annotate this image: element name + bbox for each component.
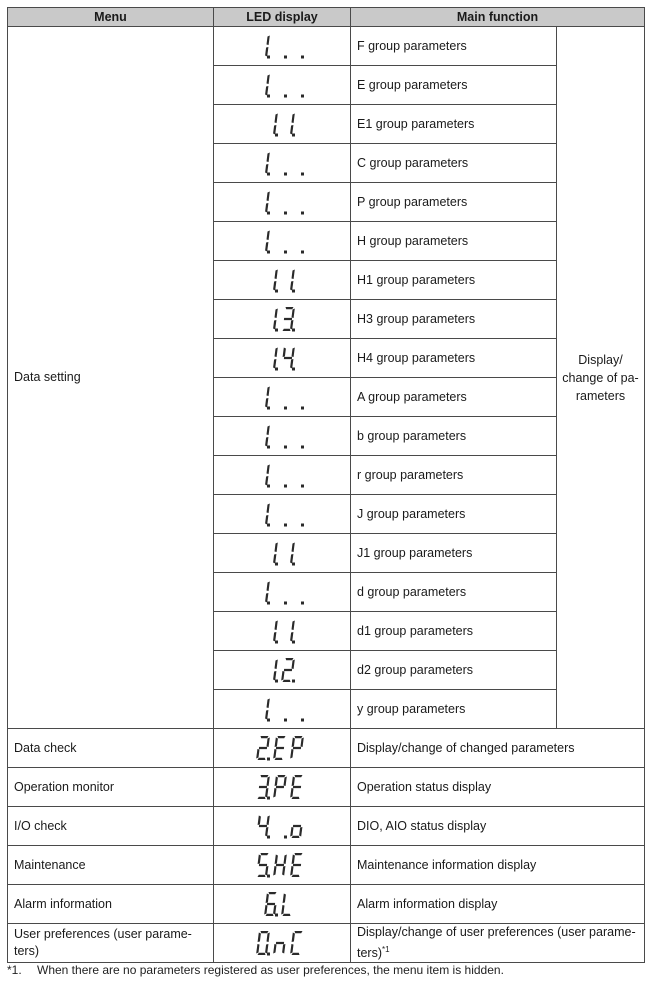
led-segment bbox=[284, 318, 292, 320]
menu-cell: Operation monitor bbox=[8, 768, 214, 807]
led-segment bbox=[273, 281, 276, 291]
led-segment bbox=[273, 320, 276, 330]
led-segment bbox=[265, 710, 268, 720]
function-cell: d2 group parameters bbox=[351, 651, 557, 690]
function-cell: Operation status display bbox=[351, 768, 645, 807]
led-decimal-point bbox=[284, 251, 287, 254]
led-segment bbox=[273, 905, 276, 915]
function-cell: b group parameters bbox=[351, 417, 557, 456]
led-segment bbox=[291, 777, 294, 787]
led-segment bbox=[283, 329, 291, 331]
led-decimal-point bbox=[267, 602, 270, 605]
led-segment bbox=[290, 749, 293, 759]
led-segment bbox=[269, 892, 277, 894]
footnote-text: When there are no parameters registered as user preferences, the menu item is hidden. bbox=[37, 963, 504, 977]
led-decimal-point bbox=[292, 134, 295, 137]
led-segment bbox=[258, 786, 266, 788]
led-segment bbox=[290, 320, 293, 330]
led-segment bbox=[290, 359, 293, 369]
table-row bbox=[8, 846, 645, 885]
led-digits-icon bbox=[262, 616, 302, 646]
function-cell: C group parameters bbox=[351, 144, 557, 183]
led-decimal-point bbox=[284, 602, 287, 605]
led-digits-icon bbox=[254, 187, 311, 217]
led-segment bbox=[292, 270, 295, 280]
led-segment bbox=[299, 827, 302, 837]
led-digits-icon bbox=[254, 31, 311, 61]
led-display-cell bbox=[214, 924, 351, 963]
led-display-cell bbox=[214, 261, 351, 300]
led-segment bbox=[266, 738, 269, 748]
led-digits-icon bbox=[254, 148, 311, 178]
led-segment bbox=[286, 307, 294, 309]
led-segment bbox=[292, 309, 295, 319]
header-row bbox=[8, 8, 645, 27]
led-segment bbox=[257, 758, 265, 760]
led-segment bbox=[292, 786, 300, 788]
led-segment bbox=[291, 953, 299, 955]
led-segment bbox=[282, 866, 285, 876]
led-decimal-point bbox=[301, 173, 304, 176]
led-segment bbox=[291, 738, 294, 748]
led-segment bbox=[281, 671, 284, 681]
led-segment bbox=[266, 816, 269, 826]
footnote-ref: *1 bbox=[382, 945, 390, 954]
led-segment bbox=[267, 903, 275, 905]
header-menu: Menu bbox=[8, 8, 214, 27]
led-decimal-point bbox=[275, 368, 278, 371]
led-segment bbox=[274, 738, 277, 748]
led-display-cell bbox=[214, 300, 351, 339]
led-segment bbox=[282, 944, 285, 954]
led-display-cell bbox=[214, 339, 351, 378]
led-segment bbox=[265, 242, 268, 252]
footnote bbox=[7, 963, 504, 977]
led-segment bbox=[265, 515, 268, 525]
led-segment bbox=[281, 905, 284, 915]
led-decimal-point bbox=[275, 290, 278, 293]
led-decimal-point bbox=[275, 641, 278, 644]
led-segment bbox=[273, 632, 276, 642]
led-display-cell bbox=[214, 183, 351, 222]
led-segment bbox=[290, 944, 293, 954]
menu-line: ters) bbox=[14, 944, 39, 959]
led-decimal-point bbox=[301, 446, 304, 449]
led-segment bbox=[256, 749, 259, 759]
led-digits-icon bbox=[254, 421, 311, 451]
led-decimal-point bbox=[292, 563, 295, 566]
led-decimal-point bbox=[292, 290, 295, 293]
led-decimal-point bbox=[267, 875, 270, 878]
led-decimal-point bbox=[267, 797, 270, 800]
led-decimal-point bbox=[267, 719, 270, 722]
led-segment bbox=[277, 775, 285, 777]
led-segment bbox=[265, 593, 268, 603]
led-segment bbox=[265, 398, 268, 408]
led-segment bbox=[266, 426, 269, 436]
led-segment bbox=[265, 47, 268, 57]
led-segment bbox=[266, 933, 269, 943]
led-segment bbox=[265, 866, 268, 876]
led-display-cell bbox=[214, 105, 351, 144]
led-segment bbox=[273, 749, 276, 759]
led-segment bbox=[265, 203, 268, 213]
function-cell bbox=[351, 924, 645, 963]
led-decimal-point bbox=[284, 719, 287, 722]
led-segment bbox=[256, 944, 259, 954]
led-segment bbox=[266, 504, 269, 514]
led-decimal-point bbox=[284, 485, 287, 488]
table-row bbox=[8, 27, 645, 66]
led-segment bbox=[257, 855, 260, 865]
led-segment bbox=[264, 905, 267, 915]
led-segment bbox=[273, 359, 276, 369]
function-cell: DIO, AIO status display bbox=[351, 807, 645, 846]
led-display-cell bbox=[214, 846, 351, 885]
led-decimal-point bbox=[284, 836, 287, 839]
led-decimal-point bbox=[284, 56, 287, 59]
led-segment bbox=[294, 931, 302, 933]
led-display-cell bbox=[214, 144, 351, 183]
led-digits-icon bbox=[254, 772, 311, 802]
led-segment bbox=[275, 660, 278, 670]
led-decimal-point bbox=[275, 914, 278, 917]
menu-data-setting: Data setting bbox=[8, 27, 214, 729]
led-segment bbox=[292, 543, 295, 553]
led-digits-icon bbox=[262, 304, 302, 334]
function-cell: Alarm information display bbox=[351, 885, 645, 924]
led-segment bbox=[257, 953, 265, 955]
header-main-function: Main function bbox=[351, 8, 645, 27]
led-digits-icon bbox=[254, 70, 311, 100]
menu-cell: Maintenance bbox=[8, 846, 214, 885]
led-segment bbox=[257, 933, 260, 943]
led-segment bbox=[257, 875, 265, 877]
led-decimal-point bbox=[267, 524, 270, 527]
merged-function-line: rameters bbox=[575, 388, 626, 403]
merged-function-line: Display/ bbox=[578, 352, 623, 367]
led-segment bbox=[265, 164, 268, 174]
led-segment bbox=[273, 125, 276, 135]
led-segment bbox=[274, 777, 277, 787]
led-display-cell bbox=[214, 378, 351, 417]
led-digits-icon bbox=[262, 265, 302, 295]
led-display-cell bbox=[214, 612, 351, 651]
led-decimal-point bbox=[284, 212, 287, 215]
led-decimal-point bbox=[275, 563, 278, 566]
led-decimal-point bbox=[301, 485, 304, 488]
led-segment bbox=[291, 875, 299, 877]
function-line bbox=[357, 941, 640, 962]
led-decimal-point bbox=[301, 251, 304, 254]
led-decimal-point bbox=[301, 719, 304, 722]
led-segment bbox=[290, 125, 293, 135]
menu-cell: I/O check bbox=[8, 807, 214, 846]
led-display-cell bbox=[214, 417, 351, 456]
led-segment bbox=[286, 658, 294, 660]
led-segment bbox=[283, 914, 291, 916]
led-decimal-point bbox=[301, 407, 304, 410]
led-decimal-point bbox=[267, 836, 270, 839]
led-segment bbox=[260, 736, 268, 738]
led-segment bbox=[292, 660, 295, 670]
led-segment bbox=[274, 758, 282, 760]
led-digits-icon bbox=[254, 460, 311, 490]
led-digits-icon bbox=[262, 655, 302, 685]
led-digits-icon bbox=[254, 928, 311, 958]
led-digits-icon bbox=[254, 577, 311, 607]
table-row bbox=[8, 924, 645, 963]
led-segment bbox=[283, 777, 286, 787]
function-cell: A group parameters bbox=[351, 378, 557, 417]
led-segment bbox=[294, 853, 302, 855]
led-digits-icon bbox=[254, 382, 311, 412]
led-segment bbox=[260, 853, 268, 855]
led-segment bbox=[266, 192, 269, 202]
led-decimal-point bbox=[301, 602, 304, 605]
function-cell: F group parameters bbox=[351, 27, 557, 66]
led-segment bbox=[273, 671, 276, 681]
led-segment bbox=[291, 855, 294, 865]
led-segment bbox=[292, 747, 300, 749]
menu-table bbox=[7, 7, 645, 963]
menu-cell: Data check bbox=[8, 729, 214, 768]
led-segment bbox=[292, 864, 300, 866]
led-segment bbox=[277, 736, 285, 738]
led-decimal-point bbox=[284, 524, 287, 527]
led-segment bbox=[265, 788, 268, 798]
led-display-cell bbox=[214, 456, 351, 495]
led-segment bbox=[275, 747, 283, 749]
menu-line: User preferences (user parame- bbox=[14, 927, 192, 942]
led-decimal-point bbox=[292, 680, 295, 683]
table-row bbox=[8, 885, 645, 924]
led-decimal-point bbox=[267, 407, 270, 410]
led-decimal-point bbox=[292, 329, 295, 332]
led-decimal-point bbox=[267, 212, 270, 215]
led-segment bbox=[290, 788, 293, 798]
led-digits-icon bbox=[262, 109, 302, 139]
led-segment bbox=[274, 855, 277, 865]
function-cell: J1 group parameters bbox=[351, 534, 557, 573]
led-segment bbox=[292, 621, 295, 631]
led-segment bbox=[290, 632, 293, 642]
led-segment bbox=[300, 738, 303, 748]
function-cell: d1 group parameters bbox=[351, 612, 557, 651]
merged-function-line: change of pa- bbox=[562, 370, 639, 385]
led-display-cell bbox=[214, 66, 351, 105]
led-display-cell bbox=[214, 690, 351, 729]
function-cell: J group parameters bbox=[351, 495, 557, 534]
function-cell: r group parameters bbox=[351, 456, 557, 495]
led-segment bbox=[260, 931, 268, 933]
led-digits-icon bbox=[254, 811, 311, 841]
led-decimal-point bbox=[301, 95, 304, 98]
led-segment bbox=[257, 797, 265, 799]
led-display-cell bbox=[214, 768, 351, 807]
led-segment bbox=[290, 554, 293, 564]
led-segment bbox=[266, 153, 269, 163]
led-segment bbox=[275, 270, 278, 280]
led-segment bbox=[265, 86, 268, 96]
led-segment bbox=[273, 866, 276, 876]
led-decimal-point bbox=[275, 134, 278, 137]
led-decimal-point bbox=[301, 56, 304, 59]
led-digits-icon bbox=[262, 343, 302, 373]
menu-cell bbox=[8, 924, 214, 963]
led-segment bbox=[258, 747, 266, 749]
led-segment bbox=[290, 281, 293, 291]
led-segment bbox=[290, 827, 293, 837]
led-display-cell bbox=[214, 27, 351, 66]
led-segment bbox=[275, 942, 283, 944]
led-digits-icon bbox=[262, 538, 302, 568]
function-cell: H3 group parameters bbox=[351, 300, 557, 339]
led-segment bbox=[273, 554, 276, 564]
led-segment bbox=[266, 777, 269, 787]
merged-function-cell bbox=[557, 27, 645, 729]
led-segment bbox=[283, 680, 291, 682]
led-display-cell bbox=[214, 573, 351, 612]
led-segment bbox=[260, 775, 268, 777]
led-segment bbox=[273, 788, 276, 798]
led-display-cell bbox=[214, 885, 351, 924]
led-segment bbox=[257, 816, 260, 826]
led-decimal-point bbox=[267, 173, 270, 176]
function-cell: y group parameters bbox=[351, 690, 557, 729]
led-digits-icon bbox=[262, 889, 302, 919]
led-segment bbox=[275, 786, 283, 788]
led-segment bbox=[258, 825, 266, 827]
function-cell: H group parameters bbox=[351, 222, 557, 261]
led-digits-icon bbox=[254, 733, 311, 763]
table-row bbox=[8, 729, 645, 768]
led-decimal-point bbox=[292, 368, 295, 371]
footnote-mark: *1. bbox=[7, 963, 22, 977]
led-segment bbox=[291, 797, 299, 799]
led-decimal-point bbox=[267, 485, 270, 488]
led-segment bbox=[265, 827, 268, 837]
led-decimal-point bbox=[301, 524, 304, 527]
led-segment bbox=[266, 36, 269, 46]
led-segment bbox=[294, 775, 302, 777]
led-segment bbox=[266, 914, 274, 916]
led-segment bbox=[258, 864, 266, 866]
menu-cell: Alarm information bbox=[8, 885, 214, 924]
led-segment bbox=[275, 309, 278, 319]
table-row bbox=[8, 768, 645, 807]
led-display-cell bbox=[214, 807, 351, 846]
led-decimal-point bbox=[275, 329, 278, 332]
led-segment bbox=[292, 348, 295, 358]
table-row bbox=[8, 807, 645, 846]
function-line: Display/change of user preferences (user parame- bbox=[357, 925, 636, 939]
led-segment bbox=[275, 348, 278, 358]
led-decimal-point bbox=[275, 680, 278, 683]
led-display-cell bbox=[214, 729, 351, 768]
led-decimal-point bbox=[267, 446, 270, 449]
led-segment bbox=[265, 476, 268, 486]
led-segment bbox=[291, 836, 299, 838]
function-cell: d group parameters bbox=[351, 573, 557, 612]
led-display-cell bbox=[214, 534, 351, 573]
led-decimal-point bbox=[292, 641, 295, 644]
led-segment bbox=[284, 357, 292, 359]
led-segment bbox=[292, 114, 295, 124]
led-digits-icon bbox=[254, 226, 311, 256]
led-segment bbox=[283, 855, 286, 865]
function-line-text: ters) bbox=[357, 946, 382, 961]
function-cell: H1 group parameters bbox=[351, 261, 557, 300]
led-segment bbox=[283, 894, 286, 904]
led-segment bbox=[273, 944, 276, 954]
led-segment bbox=[265, 437, 268, 447]
function-cell: Display/change of changed parameters bbox=[351, 729, 645, 768]
function-cell: H4 group parameters bbox=[351, 339, 557, 378]
function-cell: E1 group parameters bbox=[351, 105, 557, 144]
led-segment bbox=[275, 543, 278, 553]
led-segment bbox=[275, 114, 278, 124]
led-segment bbox=[275, 864, 283, 866]
led-segment bbox=[275, 621, 278, 631]
led-segment bbox=[284, 669, 292, 671]
led-decimal-point bbox=[267, 95, 270, 98]
led-segment bbox=[265, 944, 268, 954]
led-segment bbox=[292, 825, 300, 827]
led-segment bbox=[266, 582, 269, 592]
led-decimal-point bbox=[267, 251, 270, 254]
led-digits-icon bbox=[254, 694, 311, 724]
led-decimal-point bbox=[284, 446, 287, 449]
led-segment bbox=[266, 465, 269, 475]
led-decimal-point bbox=[284, 407, 287, 410]
led-display-cell bbox=[214, 495, 351, 534]
led-segment bbox=[290, 866, 293, 876]
led-decimal-point bbox=[267, 953, 270, 956]
led-segment bbox=[266, 387, 269, 397]
led-segment bbox=[266, 75, 269, 85]
led-decimal-point bbox=[267, 758, 270, 761]
function-cell: P group parameters bbox=[351, 183, 557, 222]
led-segment bbox=[266, 699, 269, 709]
led-display-cell bbox=[214, 651, 351, 690]
header-led-display: LED display bbox=[214, 8, 351, 27]
led-segment bbox=[294, 736, 302, 738]
led-digits-icon bbox=[254, 850, 311, 880]
led-segment bbox=[266, 894, 269, 904]
function-cell: Maintenance information display bbox=[351, 846, 645, 885]
led-segment bbox=[291, 933, 294, 943]
led-segment bbox=[266, 231, 269, 241]
led-decimal-point bbox=[267, 56, 270, 59]
led-display-cell bbox=[214, 222, 351, 261]
led-decimal-point bbox=[301, 212, 304, 215]
function-cell: E group parameters bbox=[351, 66, 557, 105]
led-digits-icon bbox=[254, 499, 311, 529]
led-decimal-point bbox=[284, 173, 287, 176]
led-segment bbox=[283, 348, 286, 358]
led-decimal-point bbox=[284, 95, 287, 98]
